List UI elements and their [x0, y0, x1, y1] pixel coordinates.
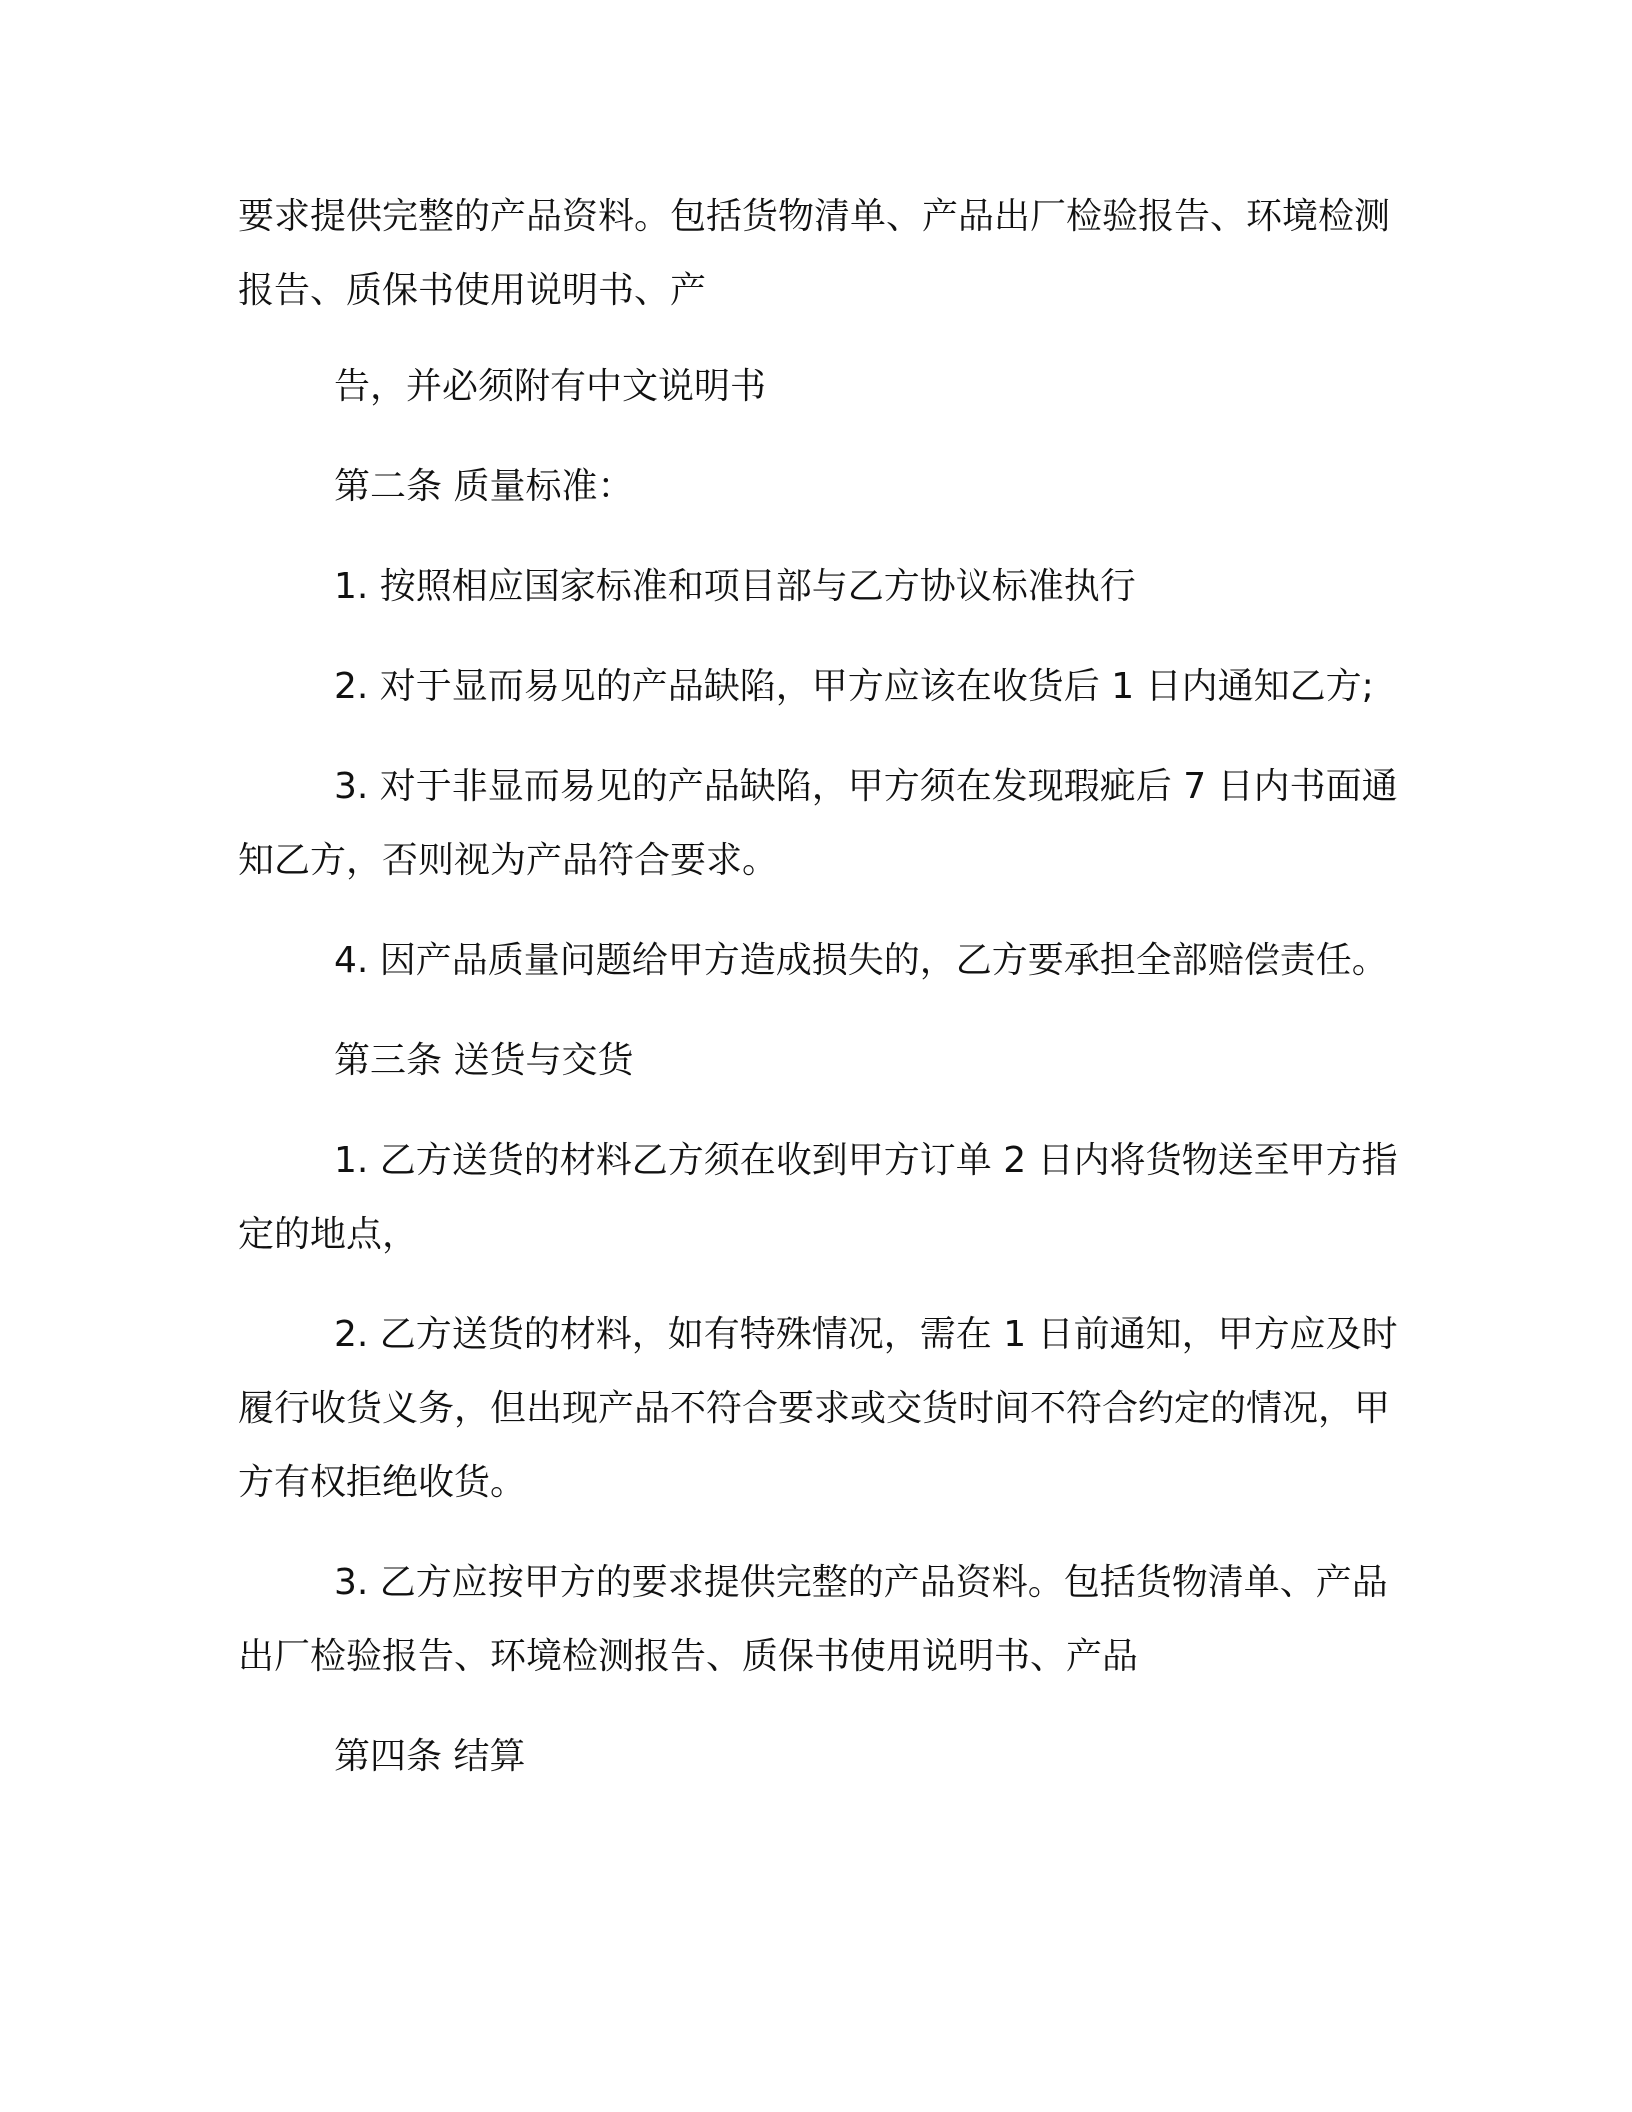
list-item-quality-2: 2. 对于显而易见的产品缺陷，甲方应该在收货后 1 日内通知乙方; — [334, 666, 1374, 707]
heading-article-4: 第四条 结算 — [334, 1736, 526, 1777]
list-item-delivery-2: 2. 乙方送货的材料，如有特殊情况，需在 1 日前通知，甲方应及时履行收货义务，但出现产品不符合要求或交货时间不符合约定的情况，甲方有权拒绝收货。 — [238, 1314, 1398, 1503]
heading-article-2: 第二条 质量标准： — [334, 466, 634, 507]
document-body — [238, 180, 1408, 1820]
heading-article-3: 第三条 送货与交货 — [334, 1040, 634, 1081]
paragraph-chinese-manual: 告，并必须附有中文说明书 — [334, 366, 767, 407]
list-item-quality-1: 1. 按照相应国家标准和项目部与乙方协议标准执行 — [334, 566, 1136, 607]
list-item-delivery-1: 1. 乙方送货的材料乙方须在收到甲方订单 2 日内将货物送至甲方指定的地点， — [238, 1140, 1398, 1255]
paragraph-continued-materials: 要求提供完整的产品资料。包括货物清单、产品出厂检验报告、环境检测报告、质保书使用说明书、产 — [238, 196, 1391, 311]
list-item-quality-3: 3. 对于非显而易见的产品缺陷，甲方须在发现瑕疵后 7 日内书面通知乙方，否则视为产品符合要求。 — [238, 766, 1398, 881]
list-item-quality-4: 4. 因产品质量问题给甲方造成损失的，乙方要承担全部赔偿责任。 — [334, 940, 1388, 981]
list-item-delivery-3: 3. 乙方应按甲方的要求提供完整的产品资料。包括货物清单、产品出厂检验报告、环境检测报告、质保书使用说明书、产品 — [238, 1562, 1388, 1677]
